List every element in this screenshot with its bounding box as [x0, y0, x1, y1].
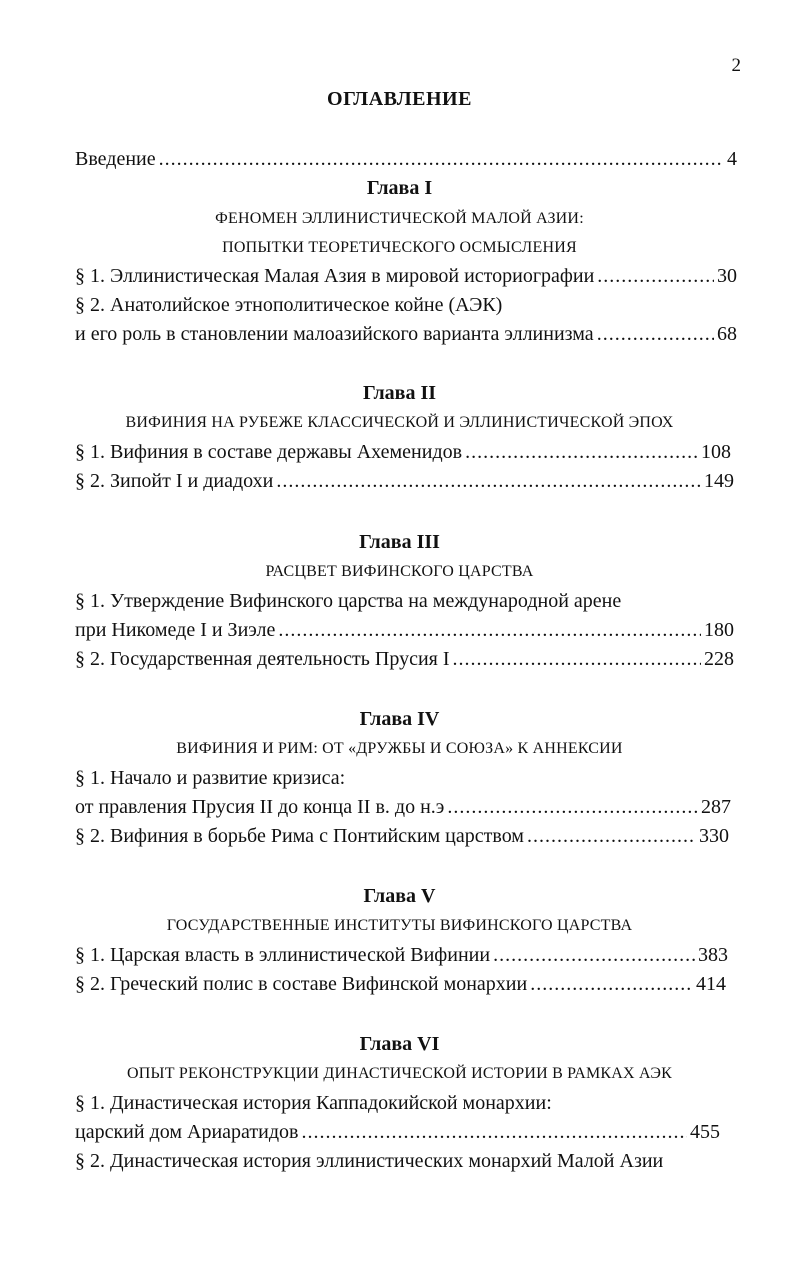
chapter-subtitle: ОПЫТ РЕКОНСТРУКЦИИ ДИНАСТИЧЕСКОЙ ИСТОРИИ В РАМКАХ АЭК	[127, 1065, 672, 1082]
toc-entry-page: 287	[701, 796, 731, 818]
toc-entry[interactable]	[75, 322, 737, 346]
dot-leader	[465, 440, 698, 464]
chapter-subtitle: РАСЦВЕТ ВИФИНСКОГО ЦАРСТВА	[265, 563, 534, 580]
dot-leader	[453, 647, 701, 671]
toc-entry[interactable]	[75, 795, 731, 819]
toc-entry-page: 414	[696, 973, 726, 995]
dot-leader	[527, 824, 696, 848]
toc-entry-label: § 2. Вифиния в борьбе Рима с Понтийским царством	[75, 825, 524, 847]
dot-leader	[597, 264, 714, 288]
chapter-heading: Глава II	[362, 382, 437, 404]
toc-entry-label: при Никомеде I и Зиэле	[75, 619, 276, 641]
chapter-subtitle: ВИФИНИЯ НА РУБЕЖЕ КЛАССИЧЕСКОЙ И ЭЛЛИНИСТИЧЕСКОЙ ЭПОХ	[125, 414, 674, 431]
toc-entry[interactable]	[75, 469, 734, 493]
toc-entry-page: 330	[699, 825, 729, 847]
chapter-subtitle: ГОСУДАРСТВЕННЫЕ ИНСТИТУТЫ ВИФИНСКОГО ЦАРСТВА	[166, 917, 633, 934]
toc-entry-label: и его роль в становлении малоазийского варианта эллинизма	[75, 323, 594, 345]
toc-entry-label: § 1. Царская власть в эллинистической Вифинии	[75, 944, 491, 966]
chapter-heading: Глава III	[359, 531, 440, 553]
dot-leader	[278, 618, 701, 642]
chapter-subtitle: ФЕНОМЕН ЭЛЛИНИСТИЧЕСКОЙ МАЛОЙ АЗИИ:	[215, 210, 584, 227]
dot-leader	[493, 943, 695, 967]
toc-entry-label: Введение	[75, 148, 156, 170]
toc-entry-label: § 1. Династическая история Каппадокийской монархии:	[75, 1092, 552, 1114]
dot-leader	[276, 469, 701, 493]
chapter-heading: Глава VI	[359, 1033, 440, 1055]
toc-entry-page: 4	[727, 148, 737, 170]
toc-entry[interactable]	[75, 943, 728, 967]
toc-entry-label: § 2. Греческий полис в составе Вифинской монархии	[75, 973, 528, 995]
toc-entry[interactable]	[75, 972, 726, 996]
dot-leader	[301, 1120, 687, 1144]
dot-leader	[447, 795, 698, 819]
toc-entry-label: от правления Прусия II до конца II в. до н.э	[75, 796, 445, 818]
toc-entry[interactable]	[75, 440, 731, 464]
toc-entry-page: 383	[698, 944, 728, 966]
toc-entry-label: § 2. Зипойт I и диадохи	[75, 470, 274, 492]
page-number: 2	[731, 55, 741, 76]
dot-leader	[597, 322, 714, 346]
dot-leader	[530, 972, 693, 996]
chapter-subtitle: ПОПЫТКИ ТЕОРЕТИЧЕСКОГО ОСМЫСЛЕНИЯ	[222, 239, 577, 256]
toc-entry-label: § 1. Эллинистическая Малая Азия в мировой историографии	[75, 265, 595, 287]
toc-entry-page: 180	[704, 619, 734, 641]
toc-entry[interactable]	[75, 1120, 720, 1144]
toc-entry-page: 455	[690, 1121, 720, 1143]
toc-entry-label: § 2. Анатолийское этнополитическое койне (АЭК)	[75, 294, 503, 316]
toc-entry-label: § 1. Начало и развитие кризиса:	[75, 767, 346, 789]
toc-entry[interactable]	[75, 647, 734, 671]
chapter-subtitle: ВИФИНИЯ И РИМ: ОТ «ДРУЖБЫ И СОЮЗА» К АННЕКСИИ	[176, 740, 623, 757]
toc-entry[interactable]	[75, 824, 729, 848]
toc-entry[interactable]	[75, 264, 737, 288]
toc-entry-label[interactable]: § 2. Династическая история эллинистических монархий Малой Азии	[75, 1150, 664, 1172]
toc-entry-label: § 1. Утверждение Вифинского царства на международной арене	[75, 590, 622, 612]
page-title: ОГЛАВЛЕНИЕ	[327, 88, 472, 110]
chapter-heading: Глава V	[363, 885, 436, 907]
chapter-heading: Глава I	[366, 177, 433, 199]
toc-entry[interactable]	[75, 618, 734, 642]
chapter-heading: Глава IV	[359, 708, 440, 730]
toc-entry-page: 228	[704, 648, 734, 670]
toc-entry-page: 30	[717, 265, 737, 287]
toc-entry-page: 68	[717, 323, 737, 345]
toc-entry-page: 108	[701, 441, 731, 463]
toc-entry-label: § 1. Вифиния в составе державы Ахеменидов	[75, 441, 463, 463]
toc-entry-label: § 2. Государственная деятельность Прусия I	[75, 648, 450, 670]
dot-leader	[159, 147, 724, 171]
toc-entry-label: царский дом Ариаратидов	[75, 1121, 299, 1143]
toc-entry-intro[interactable]	[75, 147, 737, 171]
toc-entry-page: 149	[704, 470, 734, 492]
